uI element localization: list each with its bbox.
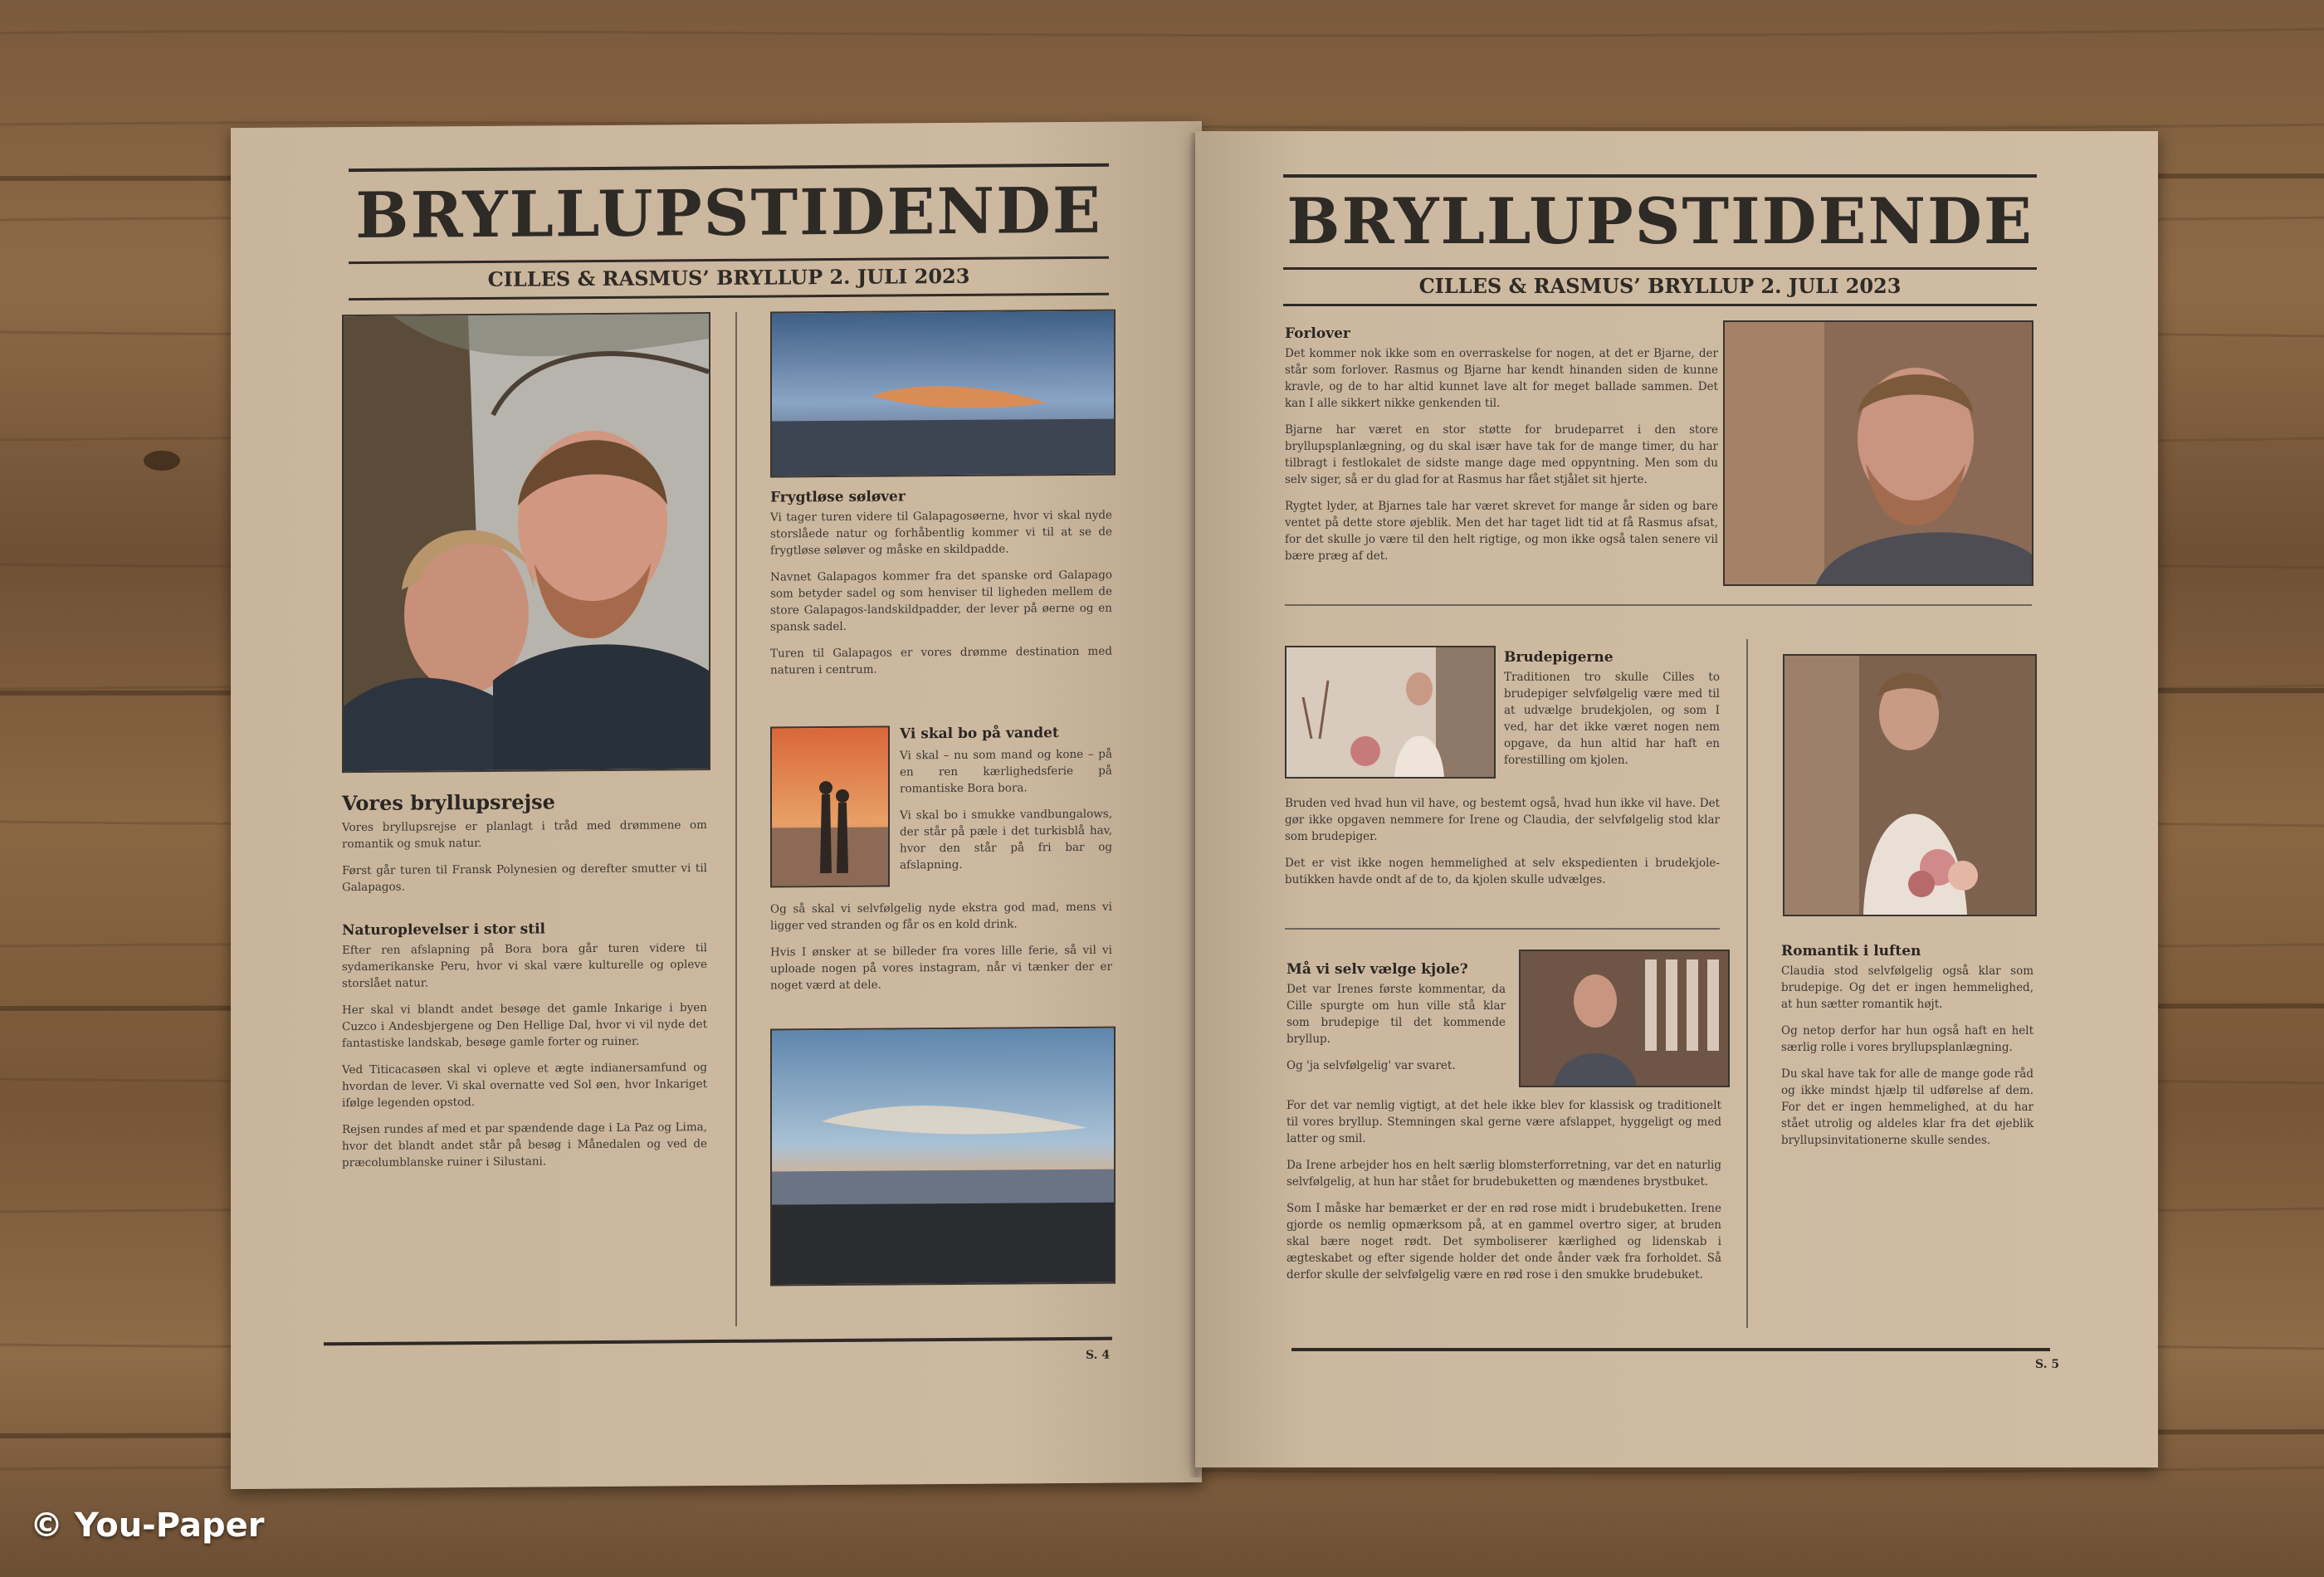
nature-paragraph: Rejsen rundes af med et par spændende dage i La Paz og Lima, hvor det blandt andet står på besøg i Månedalen og ved de præcolumblanske ruiner i Silustani.: [342, 1120, 707, 1170]
honeymoon-body: [342, 817, 707, 906]
newspaper-page-right: [1195, 131, 2158, 1467]
masthead-top-rule: [1283, 174, 2037, 178]
masthead-bottom-rule: [349, 293, 1109, 300]
couple-selfie-photo: [342, 312, 710, 773]
page-number: S. 5: [2035, 1358, 2060, 1371]
column-divider: [1746, 639, 1748, 1328]
sealions-body: [770, 507, 1112, 689]
issue-subtitle: CILLES & RASMUS’ BRYLLUP 2. JULI 2023: [1418, 274, 1902, 298]
bridesmaids-intro: [1504, 669, 1720, 779]
masthead-mid-rule: [1283, 267, 2037, 270]
romance-body: [1781, 963, 2034, 1159]
honeymoon-paragraph: Først går turen til Fransk Polynesien og derefter smutter vi til Galapagos.: [342, 862, 707, 895]
section-divider: [1285, 928, 1720, 930]
footer-rule: [1291, 1348, 2050, 1351]
water-heading: Vi skal bo på vandet: [900, 725, 1059, 743]
sealions-paragraph: Vi tager turen videre til Galapagosøerne, hvor vi skal nyde storslåede natur og forhåbentlig kommer vi til at se de frygtløse søløver og måske en skildpadde.: [770, 508, 1112, 558]
romance-paragraph: Du skal have tak for alle de mange gode råd og ikke mindst hjælp til udførelse af dem. For det er ingen hemmelighed, at du har stået utrolig og aldeles klar fra det øjeblik bryllupsinvitationerne skulle sendes.: [1781, 1067, 2034, 1147]
dress-paragraph: Da Irene arbejder hos en helt særlig blomsterforretning, var det en naturlig selvfølgelig, at hun har stået for brudebuketten og mændenes brystbuket.: [1286, 1159, 1721, 1189]
water-intro-paragraph: Vi skal bo i smukke vandbungalows, der står på pæle i det turkisblå hav, hvor den står på fri bar og afslapning.: [900, 807, 1112, 872]
forlover-heading: Forlover: [1285, 325, 1350, 342]
forlover-paragraph: Bjarne har været en stor støtte for brudeparret i den store bryllupsplanlægning, og du skal især have tak for de mange timer, du har tilbragt i festlokalet de sidste mange dage med oppyntning. Men som du selv siger, så er du glad for at Rasmus har fået stjålet sit hjerte.: [1285, 423, 1718, 486]
copyright-watermark: © You-Paper: [30, 1506, 265, 1545]
dress-intro: [1286, 981, 1506, 1084]
dress-heading: Må vi selv vælge kjole?: [1286, 961, 1468, 978]
masthead-title: BRYLLUPSTIDENDE: [1286, 184, 2034, 258]
bridesmaids-paragraph: Bruden ved hvad hun vil have, og bestemt også, hvad hun ikke vil have. Det gør ikke opgaven nemmere for Irene og Claudia, der selvfølgelig stod klar som brudepiger.: [1285, 797, 1720, 843]
dress-body: [1286, 1097, 1721, 1293]
bride-with-bouquet-photo: [1783, 654, 2037, 916]
couple-at-beach-photo: [770, 726, 890, 888]
water-body: [770, 899, 1112, 1004]
newspaper-page-left: [231, 121, 1202, 1489]
sealions-paragraph: Navnet Galapagos kommer fra det spanske ord Galapago som betyder sadel og som henviser til ligheden mellem de store Galapagos-landskildpadder, der lever på øerne og en spansk sadel.: [770, 568, 1112, 634]
water-paragraph: Og så skal vi selvfølgelig nyde ekstra god mad, mens vi ligger ved stranden og får os en kold drink.: [770, 900, 1112, 933]
sunset-sky-photo: [770, 310, 1116, 478]
dress-paragraph: For det var nemlig vigtigt, at det hele ikke blev for klassisk og traditionelt til vores bryllup. Stemningen skal gerne være afslappet, hyggeligt og med latter og smil.: [1286, 1099, 1721, 1145]
dress-paragraph: Som I måske har bemærket er der en rød rose midt i brudebuketten. Irene gjorde os nemlig opmærksom på, at en gammel overtro siger, at bruden skal bære noget rødt. Det symboliserer kærlighed og lidenskab i ægteskabet og efter sigende holder det onde ånder væk fra forholdet. Så derfor skulle der selvfølgelig være en rød rose i den smukke brudebuket.: [1286, 1202, 1721, 1282]
nature-paragraph: Ved Titicacasøen skal vi opleve et ægte indianersamfund og hvordan de lever. Vi skal overnatte ved Sol øen, hvor Inkariget ifølge legenden opstod.: [342, 1061, 707, 1111]
nature-heading: Naturoplevelser i stor stil: [342, 920, 545, 940]
ocean-sunset-photo: [770, 1027, 1116, 1286]
romance-paragraph: Og netop derfor har hun også haft en helt særlig rolle i vores bryllupsplanlægning.: [1781, 1024, 2034, 1054]
masthead-title: BRYLLUPSTIDENDE: [355, 173, 1102, 253]
nature-paragraph: Her skal vi blandt andet besøge det gamle Inkarige i byen Cuzco i Andesbjergene og Den Hellige Dal, hvor vi vil nyde det fantastiske landskab, besøge gamle forter og ruiner.: [342, 1001, 707, 1051]
bridesmaids-body: [1285, 795, 1720, 898]
forlover-paragraph: Rygtet lyder, at Bjarnes tale har været skrevet for mange år siden og bare ventet på dette store øjeblik. Men det har taget lidt tid at få Rasmus afsat, for det skulle jo være til den helt rigtige, og mon ikke også talen senere vil bære præg af det.: [1285, 500, 1718, 563]
romance-paragraph: Claudia stod selvfølgelig også klar som brudepige. Og det er ingen hemmelighed, at hun sætter romantik højt.: [1781, 964, 2034, 1011]
dress-intro-paragraph: Det var Irenes første kommentar, da Cille spurgte om hun ville stå klar som brudepige til det kommende bryllup.: [1286, 983, 1506, 1046]
masthead-top-rule: [349, 164, 1109, 172]
masthead-bottom-rule: [1283, 304, 2037, 306]
groom-photo: [1519, 950, 1730, 1087]
water-intro-paragraph: Vi skal – nu som mand og kone – på en ren kærlighedsferie på romantiske Bora bora.: [900, 747, 1112, 796]
dress-intro-paragraph: Og 'ja selvfølgelig' var svaret.: [1286, 1059, 1456, 1072]
nature-paragraph: Efter ren afslapning på Bora bora går turen videre til sydamerikanske Peru, hvor vi skal være kulturelle og opleve storslået natur.: [342, 941, 707, 991]
sealions-paragraph: Turen til Galapagos er vores drømme destination med naturen i centrum.: [770, 644, 1112, 677]
bride-at-table-photo: [1285, 646, 1496, 779]
bridesmaids-paragraph: Det er vist ikke nogen hemmelighed at selv ekspedienten i brudekjole-butikken havde ondt af de to, da kjolen skulle udvælges.: [1285, 857, 1720, 886]
page-number: S. 4: [1086, 1348, 1111, 1362]
honeymoon-paragraph: Vores bryllupsrejse er planlagt i tråd med drømmene om romantik og smuk natur.: [342, 818, 707, 852]
water-intro: [900, 746, 1112, 884]
section-divider: [1285, 604, 2032, 606]
romance-heading: Romantik i luften: [1781, 943, 1921, 959]
forlover-paragraph: Det kommer nok ikke som en overraskelse for nogen, at det er Bjarne, der står som forlover. Rasmus og Bjarne har kendt hinanden siden de kunne kravle, og de to har altid kunnet lave alt for meget ballade sammen. Det kan I alle sikkert nikke genkenden til.: [1285, 347, 1718, 410]
footer-rule: [324, 1337, 1112, 1346]
bridesmaids-intro-paragraph: Traditionen tro skulle Cilles to brudepiger selvfølgelig være med til at udvælge brudekjolen, og som I ved, har det ikke været nogen nem opgave, da hun altid har haft en forestilling om kjolen.: [1504, 671, 1720, 767]
sealions-heading: Frygtløse søløver: [770, 488, 906, 506]
column-divider: [735, 312, 737, 1326]
water-paragraph: Hvis I ønsker at se billeder fra vores lille ferie, så vil vi uploade nogen på vores instagram, når vi tænker der er noget værd at dele.: [770, 943, 1112, 993]
honeymoon-heading: Vores bryllupsrejse: [342, 789, 555, 816]
bridesmaids-heading: Brudepigerne: [1504, 649, 1614, 666]
best-man-photo: [1723, 320, 2034, 586]
nature-body: [342, 940, 707, 1181]
forlover-body: [1285, 345, 1718, 574]
issue-subtitle: CILLES & RASMUS’ BRYLLUP 2. JULI 2023: [487, 263, 970, 291]
